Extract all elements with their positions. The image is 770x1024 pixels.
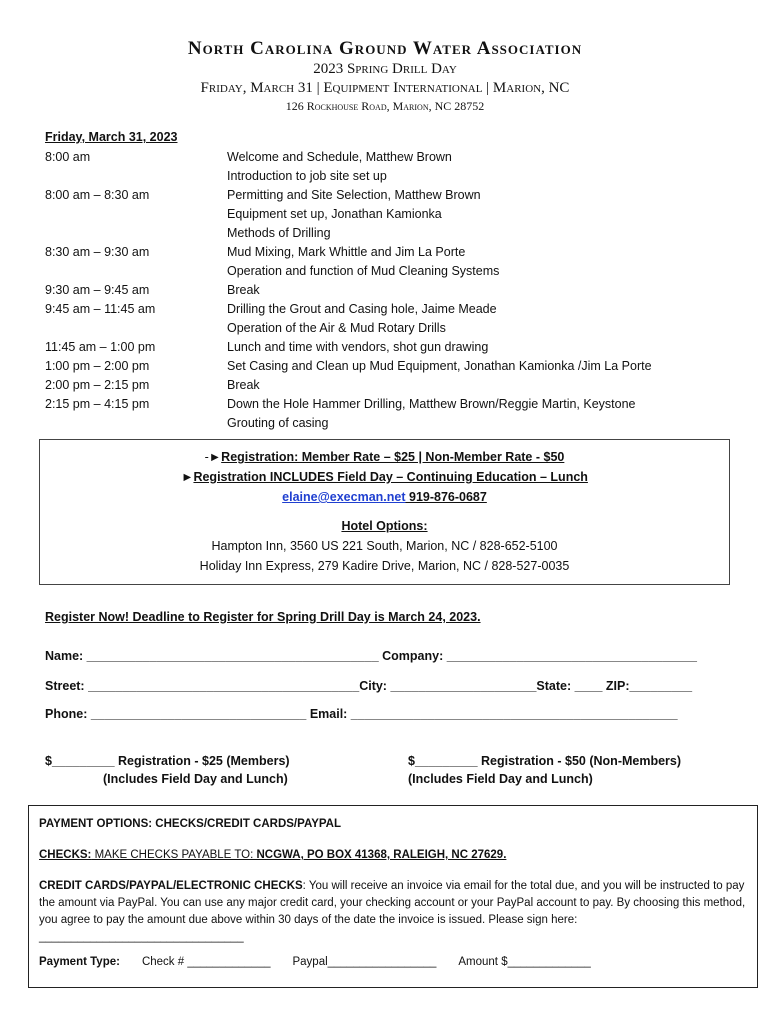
hotel-heading: Hotel Options: [341,519,428,533]
schedule-description: Drilling the Grout and Casing hole, Jaime Meade [227,302,497,316]
schedule-description: Operation of the Air & Mud Rotary Drills [227,321,446,335]
schedule-row [45,224,745,243]
schedule-time: 9:45 am – 11:45 am [45,302,156,316]
schedule-row [45,243,745,262]
schedule-description: Introduction to job site set up [227,169,387,183]
checks-payable: MAKE CHECKS PAYABLE TO: [91,849,257,861]
member-fee-line[interactable]: $_________ Registration - $25 (Members) [45,754,290,768]
registration-rate: Registration: Member Rate – $25 | Non-Member Rate - $50 [221,450,565,464]
registration-box [39,439,730,585]
paypal-field[interactable]: Paypal_________________ [292,956,437,968]
nonmember-fee-line[interactable]: $_________ Registration - $50 (Non-Members) [408,754,682,768]
schedule-description: Break [227,378,260,392]
schedule-time: 8:00 am – 8:30 am [45,188,150,202]
schedule-time [45,224,227,243]
event-date-location: Friday, March 31 | Equipment International | Marion, NC [200,80,570,96]
schedule-time [45,205,227,224]
schedule-date: Friday, March 31, 2023 [45,130,178,144]
schedule-time [45,319,227,338]
amount-field[interactable]: Amount $_____________ [458,956,591,968]
check-number-field[interactable]: Check # _____________ [141,956,271,968]
org-title: North Carolina Ground Water Association [187,38,583,59]
schedule-time [45,262,227,281]
schedule-row [45,338,745,357]
checks-label: CHECKS: [39,849,92,861]
hotel-option-2: Holiday Inn Express, 279 Kadire Drive, Marion, NC / 828-527-0035 [199,559,570,573]
schedule-description: Mud Mixing, Mark Whittle and Jim La Porte [227,245,466,259]
schedule-time: 2:00 pm – 2:15 pm [45,378,150,392]
schedule-description: Grouting of casing [227,416,329,430]
schedule-description: Set Casing and Clean up Mud Equipment, Jonathan Kamionka /Jim La Porte [227,359,652,373]
schedule-time [45,167,227,186]
payment-type-row [39,956,747,968]
schedule-row [45,281,745,300]
schedule-time: 2:15 pm – 4:15 pm [45,397,150,411]
checks-address: NCGWA, PO BOX 41368, RALEIGH, NC 27629. [256,849,507,861]
event-subtitle: 2023 Spring Drill Day [313,61,457,77]
member-fee-note: (Includes Field Day and Lunch) [103,772,288,786]
schedule-time: 1:00 pm – 2:00 pm [45,359,150,373]
credit-card-text[interactable]: : You will receive an invoice via email for the total due, and you will be instructed to pay the amount via PayPal. You can use any major credit card, your checking account or your PayPal account to pay. By choosing this method, you agree to pay the amount due above within 30 days of the date the invoice is issued. Please sign here: ________________________________ [39,880,746,943]
schedule-row [45,300,745,319]
schedule-description: Equipment set up, Jonathan Kamionka [227,207,442,221]
schedule-time: 9:30 am – 9:45 am [45,283,150,297]
payment-options-heading: PAYMENT OPTIONS: CHECKS/CREDIT CARDS/PAYPAL [39,818,342,830]
registration-includes: Registration INCLUDES Field Day – Continuing Education – Lunch [193,470,588,484]
schedule-time [45,414,227,433]
schedule-row [45,357,745,376]
schedule-time: 11:45 am – 1:00 pm [45,340,156,354]
schedule-description: Operation and function of Mud Cleaning Systems [227,264,500,278]
deadline-notice: Register Now! Deadline to Register for Spring Drill Day is March 24, 2023. [45,610,481,624]
arrow-icon: ► [181,470,194,484]
member-fee [45,752,290,788]
schedule-row [45,395,745,414]
schedule-row [45,167,745,186]
schedule-description: Welcome and Schedule, Matthew Brown [227,150,452,164]
schedule-row [45,376,745,395]
schedule-description: Lunch and time with vendors, shot gun drawing [227,340,489,354]
schedule-row [45,205,745,224]
schedule-row [45,319,745,338]
schedule-row [45,148,745,167]
schedule-time: 8:30 am – 9:30 am [45,245,150,259]
payment-options-box [28,805,758,988]
payment-type-label: Payment Type: [39,956,120,968]
schedule-description: Methods of Drilling [227,226,331,240]
schedule-table [45,148,745,433]
contact-email-link[interactable]: elaine@execman.net [282,490,406,504]
phone-email-fields[interactable]: Phone: _______________________________ Email: _______________________________________________ [45,707,678,721]
hotel-option-1: Hampton Inn, 3560 US 221 South, Marion, NC / 828-652-5100 [211,539,558,553]
arrow-icon: -► [204,450,222,464]
schedule-row [45,186,745,205]
address-fields[interactable]: Street: _______________________________________City: _____________________State: ____ ZIP:_________ [45,679,693,693]
name-company-fields[interactable]: Name: __________________________________________ Company: ____________________________________ [45,649,697,663]
event-address: 126 Rockhouse Road, Marion, NC 28752 [285,99,485,113]
schedule-description: Break [227,283,260,297]
contact-phone: 919-876-0687 [405,490,487,504]
schedule-row [45,262,745,281]
schedule-time: 8:00 am [45,150,91,164]
schedule-description: Permitting and Site Selection, Matthew Brown [227,188,481,202]
schedule-description: Down the Hole Hammer Drilling, Matthew Brown/Reggie Martin, Keystone [227,397,636,411]
nonmember-fee [408,752,681,788]
schedule-row [45,414,745,433]
nonmember-fee-note: (Includes Field Day and Lunch) [408,772,593,786]
credit-card-label: CREDIT CARDS/PAYPAL/ELECTRONIC CHECKS [39,880,303,892]
